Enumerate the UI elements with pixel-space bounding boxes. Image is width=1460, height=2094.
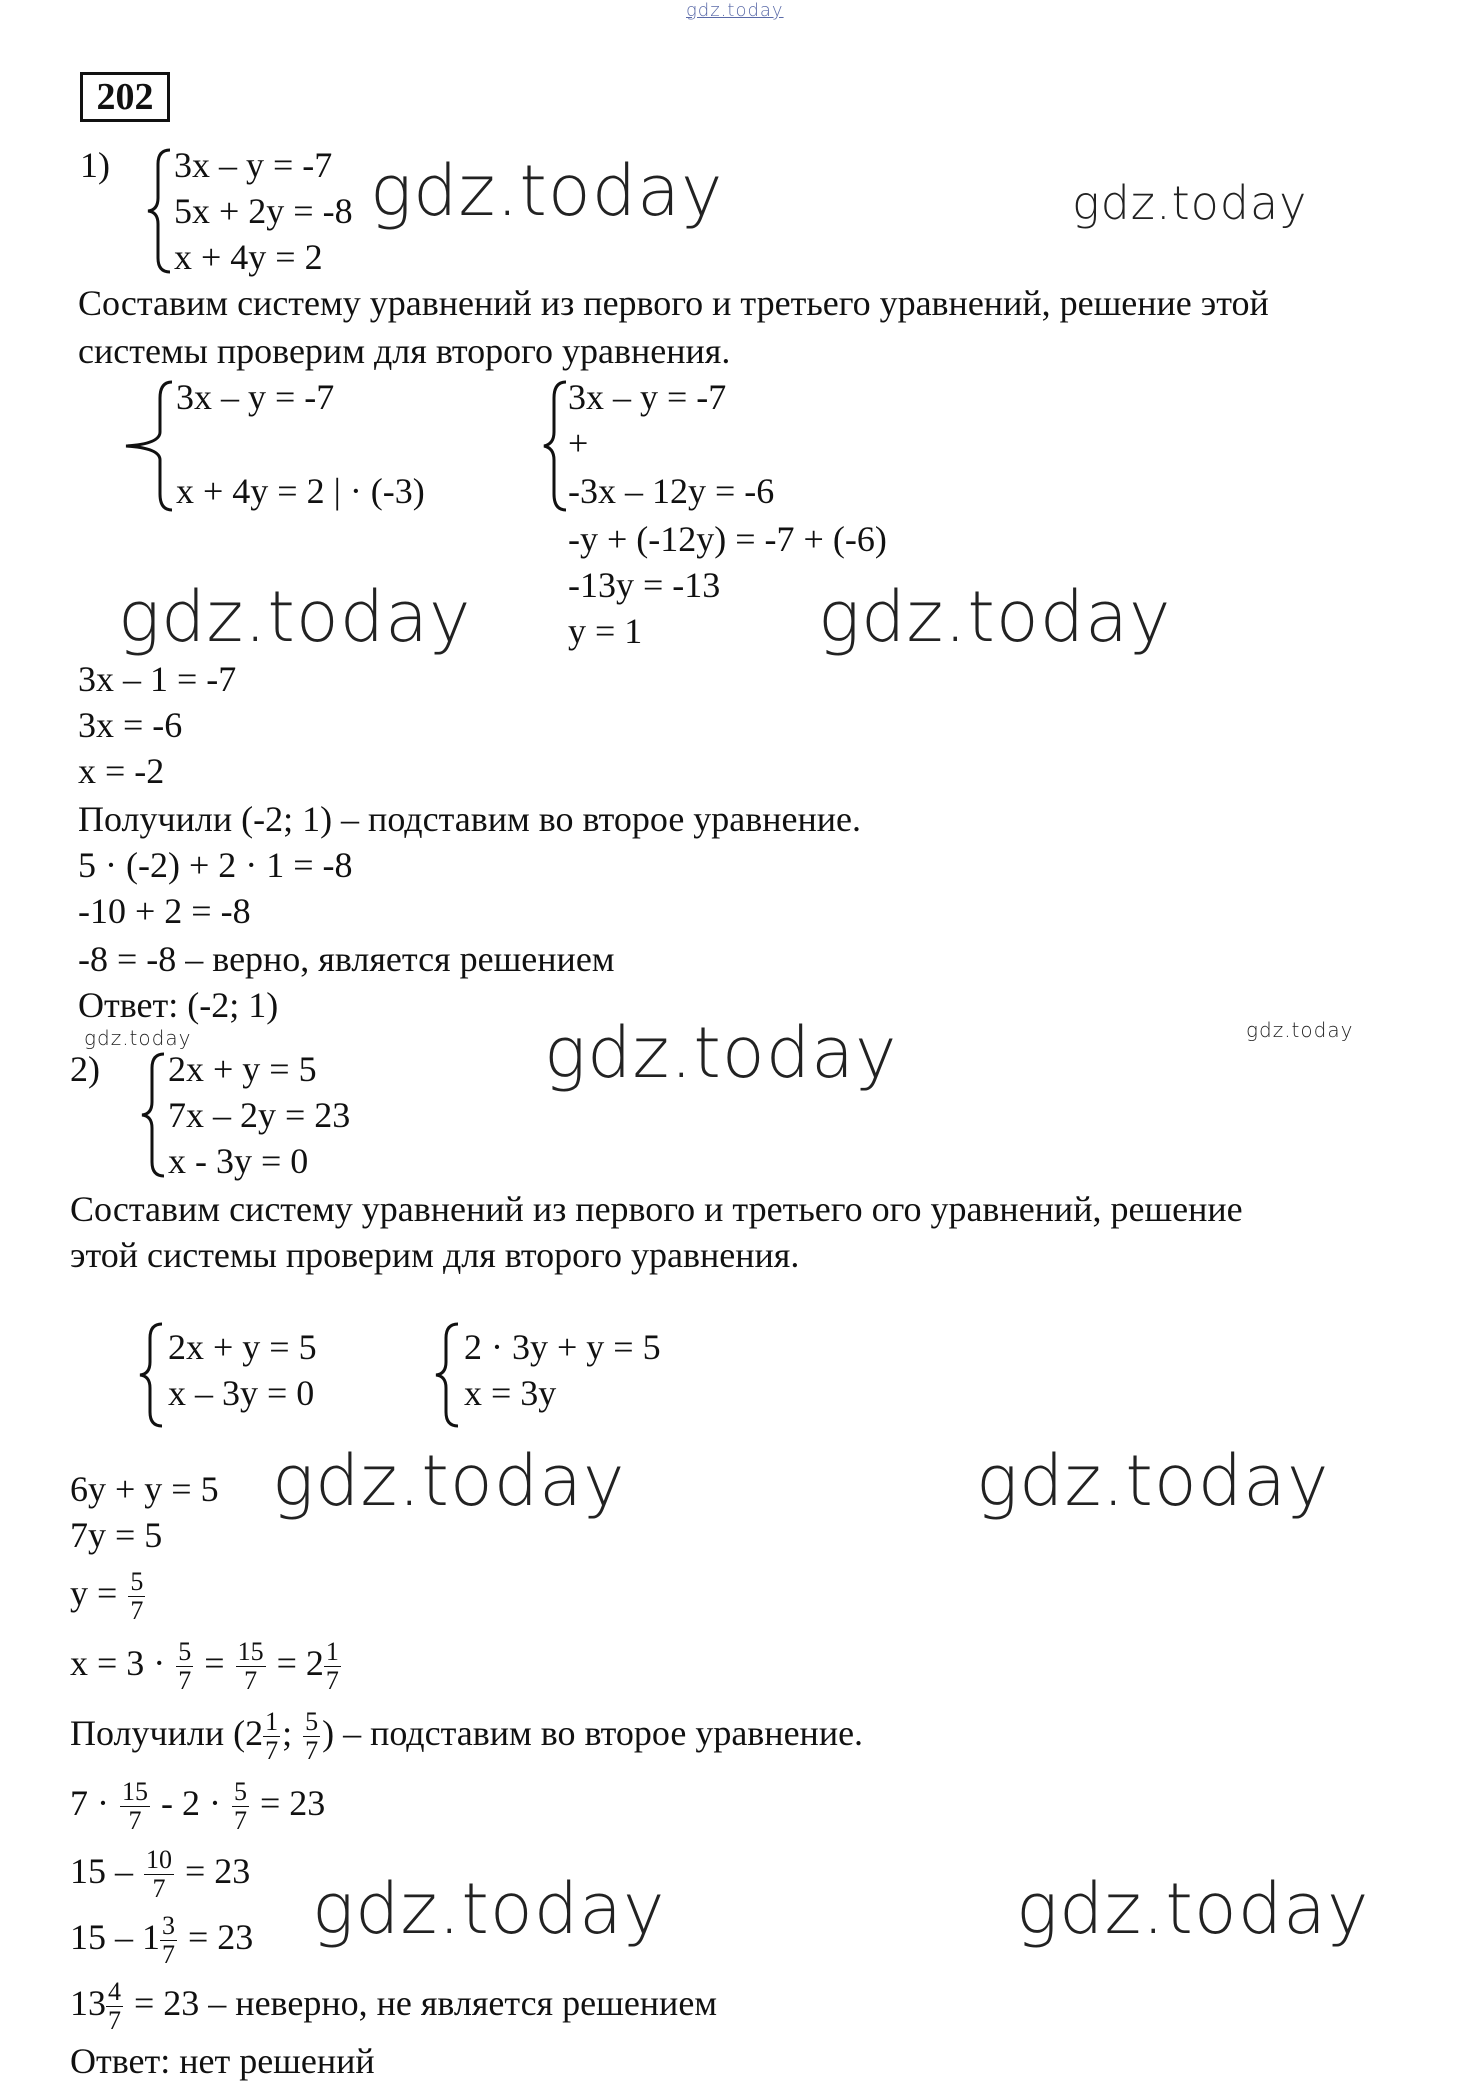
p1-step: -y + (-12y) = -7 + (-6) bbox=[568, 519, 887, 559]
top-watermark[interactable]: gdz.today bbox=[686, 0, 784, 21]
watermark: gdz.today bbox=[1016, 1868, 1370, 1950]
p1-sysa-eq2: x + 4y = 2 | · (-3) bbox=[176, 471, 425, 511]
p2-check: 7 · $\frac{15}{7}$ - 2 · $\frac{5}{7}$ = 23 bbox=[70, 1777, 326, 1836]
fraction: $\frac{15}{7}$ bbox=[122, 1777, 148, 1836]
p1-check: 5 · (-2) + 2 · 1 = -8 bbox=[78, 845, 353, 885]
p2-sysb-eq2: x = 3y bbox=[464, 1373, 557, 1413]
fraction: $\frac{3}{7}$ bbox=[162, 1911, 175, 1970]
p1-intro-line1: Составим систему уравнений из первого и третьего уравнений, решение этой bbox=[78, 283, 1269, 323]
watermark: gdz.today bbox=[312, 1868, 666, 1950]
p2-check: 15 – 1 $\frac{3}{7}$ = 23 bbox=[70, 1911, 254, 1970]
fraction: $\frac{15}{7}$ bbox=[237, 1637, 264, 1696]
p2-sysa-eq2: x – 3y = 0 bbox=[168, 1373, 315, 1413]
p1-step: 3x = -6 bbox=[78, 705, 183, 745]
p2-answer: Ответ: нет решений bbox=[70, 2041, 375, 2081]
fraction: $\frac{1}{7}$ bbox=[325, 1637, 339, 1696]
p2-x-line: x = 3 · $\frac{5}{7}$ = $\frac{15}{7}$ = 2 $\frac{1}{7}$ bbox=[70, 1637, 339, 1696]
p1-step: 3x – 1 = -7 bbox=[78, 659, 237, 699]
p2-sysb-eq1: 2 · 3y + y = 5 bbox=[464, 1327, 661, 1367]
p1-intro-line2: системы проверим для второго уравнения. bbox=[78, 331, 731, 371]
p1-step: y = 1 bbox=[568, 611, 643, 651]
p1-got: Получили (-2; 1) – подставим во второе уравнение. bbox=[78, 799, 862, 839]
system-brace bbox=[140, 146, 176, 276]
system-brace bbox=[120, 378, 180, 514]
p1-check: -8 = -8 – верно, является решением bbox=[78, 939, 615, 979]
p1-sysa-eq1: 3x – y = -7 bbox=[176, 377, 335, 417]
p1-check: -10 + 2 = -8 bbox=[78, 891, 251, 931]
system-brace bbox=[428, 1320, 464, 1430]
p2-intro-line1: Составим систему уравнений из первого и третьего ого уравнений, решение bbox=[70, 1189, 1243, 1229]
p1-sys-eq1: 3x – y = -7 bbox=[174, 145, 333, 185]
p2-sys-eq1: 2x + y = 5 bbox=[168, 1049, 317, 1089]
p1-sysb-eq1: 3x – y = -7 bbox=[568, 377, 727, 417]
fraction: $\frac{5}{7}$ bbox=[305, 1707, 319, 1766]
part1-label: 1) bbox=[80, 145, 110, 185]
p1-sysb-eq2: -3x – 12y = -6 bbox=[568, 471, 775, 511]
p2-step: 7y = 5 bbox=[70, 1515, 163, 1555]
p2-x-prefix: x = 3 · bbox=[70, 1643, 166, 1683]
fraction: $\frac{1}{7}$ bbox=[265, 1707, 279, 1766]
p2-sys-eq2: 7x – 2y = 23 bbox=[168, 1095, 351, 1135]
p2-sys-eq3: x - 3y = 0 bbox=[168, 1141, 309, 1181]
p2-y-line bbox=[70, 1562, 147, 1625]
p2-check: 13 $\frac{4}{7}$ = 23 – неверно, не является решением bbox=[70, 1977, 718, 2036]
watermark: gdz.today bbox=[118, 576, 472, 658]
part2-label: 2) bbox=[70, 1049, 100, 1089]
watermark: gdz.today bbox=[370, 150, 724, 232]
watermark: gdz.today bbox=[544, 1012, 898, 1094]
watermark: gdz.today bbox=[1072, 176, 1308, 230]
watermark: gdz.today bbox=[272, 1440, 626, 1522]
p2-sysa-eq1: 2x + y = 5 bbox=[168, 1327, 317, 1367]
task-number: 202 bbox=[80, 72, 170, 122]
watermark: gdz.today bbox=[818, 576, 1172, 658]
p1-step: x = -2 bbox=[78, 751, 165, 791]
p2-step: 6y + y = 5 bbox=[70, 1469, 219, 1509]
watermark: gdz.today bbox=[84, 1026, 192, 1050]
p2-got: Получили (2 $\frac{1}{7}$ ; $\frac{5}{7}$ ) – подставим во второе уравнение. bbox=[70, 1707, 864, 1766]
p1-sys-eq2: 5x + 2y = -8 bbox=[174, 191, 353, 231]
p1-answer: Ответ: (-2; 1) bbox=[78, 985, 279, 1025]
p1-sysb-plus: + bbox=[568, 423, 589, 463]
system-brace bbox=[536, 378, 572, 514]
p2-intro-line2: этой системы проверим для второго уравнения. bbox=[70, 1235, 800, 1275]
fraction: $\frac{5}{7}$ bbox=[178, 1637, 192, 1696]
p1-step: -13y = -13 bbox=[568, 565, 721, 605]
fraction: $\frac{10}{7}$ bbox=[146, 1845, 172, 1904]
fraction: $\frac{4}{7}$ bbox=[108, 1977, 121, 2036]
watermark: gdz.today bbox=[976, 1440, 1330, 1522]
watermark: gdz.today bbox=[1246, 1018, 1354, 1042]
fraction: $\frac{5}{7}$ bbox=[130, 1567, 144, 1626]
p2-check: 15 – $\frac{10}{7}$ = 23 bbox=[70, 1845, 251, 1904]
system-brace bbox=[132, 1320, 168, 1430]
system-brace bbox=[134, 1050, 170, 1180]
p1-sys-eq3: x + 4y = 2 bbox=[174, 237, 323, 277]
p2-y-prefix: y = bbox=[70, 1573, 118, 1613]
fraction: $\frac{5}{7}$ bbox=[233, 1777, 247, 1836]
